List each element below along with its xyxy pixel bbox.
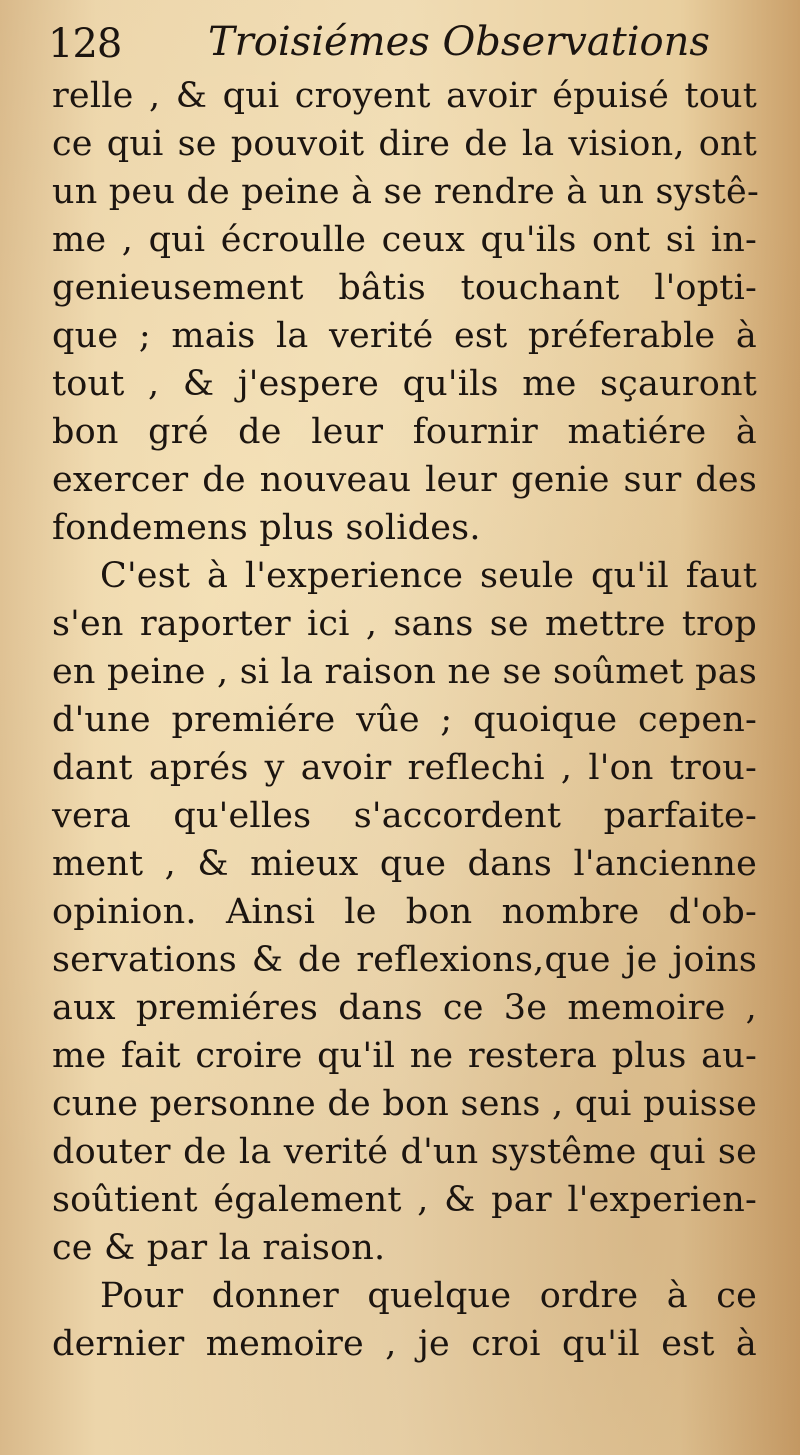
text-line: aux premiéres dans ce 3e memoire , (52, 988, 757, 1028)
text-line: tout , & j'espere qu'ils me sçauront (52, 364, 757, 404)
text-line: un peu de peine à se rendre à un systê- (52, 172, 759, 212)
text-line: exercer de nouveau leur genie sur des (52, 460, 757, 500)
text-line: bon gré de leur fournir matiére à (52, 412, 757, 452)
text-line: genieusement bâtis touchant l'opti- (52, 268, 757, 308)
text-line: opinion. Ainsi le bon nombre d'ob- (52, 892, 757, 932)
text-line: d'une premiére vûe ; quoique cepen- (52, 700, 757, 740)
text-line: en peine , si la raison ne se soûmet pas (52, 652, 757, 692)
page-number: 128 (48, 21, 122, 67)
running-head: Troisiémes Observations (208, 19, 710, 65)
text-line: fondemens plus solides. (52, 508, 481, 548)
text-line: me fait croire qu'il ne restera plus au- (52, 1036, 757, 1076)
text-line: servations & de reflexions,que je joins (52, 940, 757, 980)
body-text (52, 72, 757, 1368)
text-line: ment , & mieux que dans l'ancienne (52, 844, 757, 884)
text-line: dernier memoire , je croi qu'il est à (52, 1324, 757, 1364)
text-line: s'en raporter ici , sans se mettre trop (52, 604, 757, 644)
text-line: me , qui écroulle ceux qu'ils ont si in- (52, 220, 757, 260)
text-line: soûtient également , & par l'experien- (52, 1180, 757, 1220)
text-line: que ; mais la verité est préferable à (52, 316, 757, 356)
paragraph-start-line: Pour donner quelque ordre à ce (100, 1276, 757, 1316)
text-line: ce qui se pouvoit dire de la vision, ont (52, 124, 757, 164)
text-line: dant aprés y avoir reflechi , l'on trou- (52, 748, 757, 788)
text-line: vera qu'elles s'accordent parfaite- (52, 796, 757, 836)
paragraph-start-line: C'est à l'experience seule qu'il faut (100, 556, 757, 596)
text-line: cune personne de bon sens , qui puisse (52, 1084, 757, 1124)
text-line: ce & par la raison. (52, 1228, 386, 1268)
text-line: douter de la verité d'un systême qui se (52, 1132, 757, 1172)
text-line: relle , & qui croyent avoir épuisé tout (52, 76, 757, 116)
